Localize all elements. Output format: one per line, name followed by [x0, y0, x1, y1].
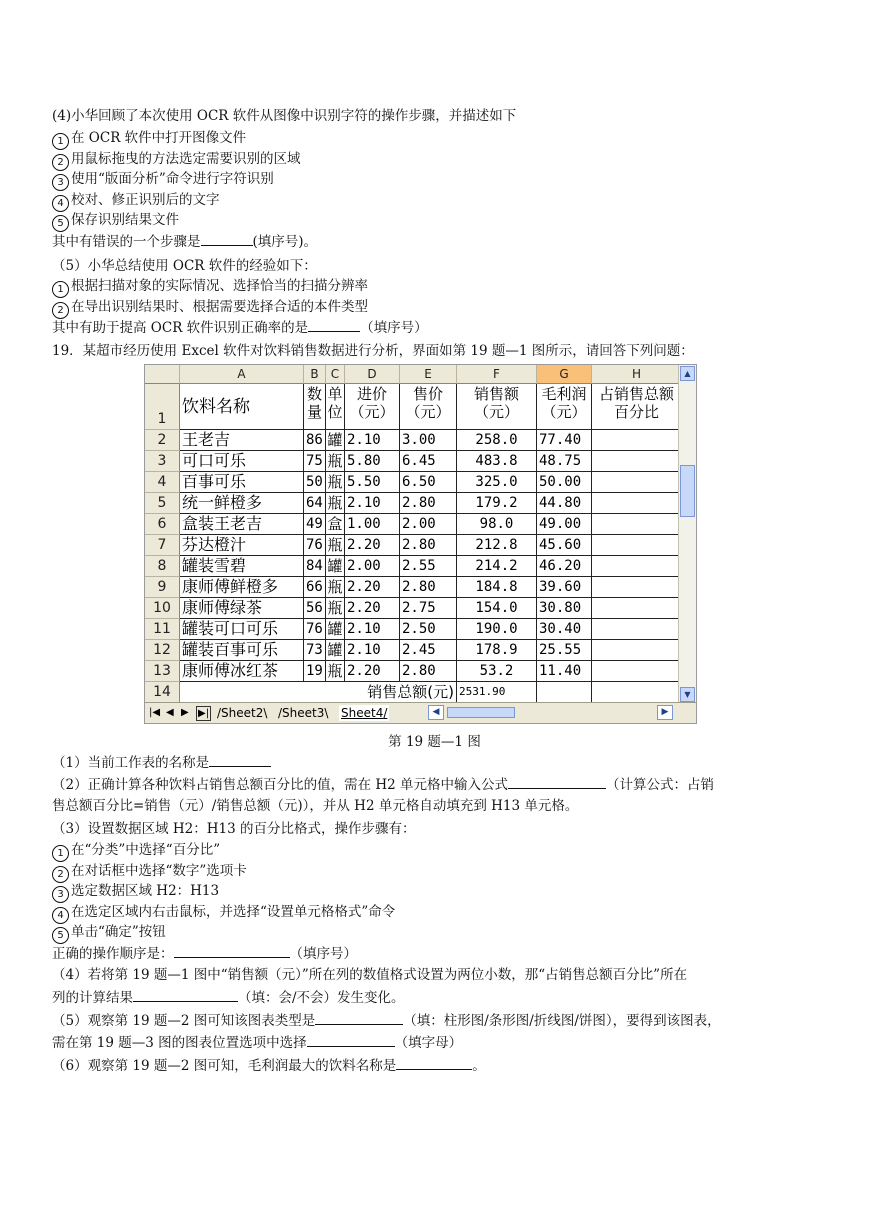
data-cell[interactable]: 19 [304, 661, 326, 682]
prev-sheet-icon[interactable]: ◀ [166, 707, 174, 718]
step-text: 用鼠标拖曳的方法选定需要识别的区域 [71, 150, 301, 167]
column-title-cell[interactable]: 占销售总额百分比 [592, 384, 682, 430]
q19-4-line1: （4）若将第 19 题—1 图中“销售额（元）”所在列的数值格式设置为两位小数，那“占销售总额百分比”所在 [52, 967, 688, 983]
q19-4-line2 [52, 987, 405, 1008]
vertical-scrollbar[interactable] [678, 365, 696, 703]
data-cell[interactable]: 5.80 [345, 451, 400, 472]
data-cell[interactable] [592, 514, 682, 535]
data-cell[interactable]: 瓶 [326, 577, 345, 598]
sheet-tab[interactable]: /Sheet2\ [217, 706, 268, 720]
circled-number: 1 [52, 133, 69, 150]
data-cell[interactable]: 2.00 [345, 556, 400, 577]
step-text: 在对话框中选择“数字”选项卡 [71, 862, 247, 879]
data-cell[interactable] [592, 682, 682, 703]
data-cell[interactable]: 2.80 [400, 661, 457, 682]
row-header[interactable]: 13 [145, 661, 180, 682]
step-item [52, 881, 219, 903]
data-cell[interactable]: 2.20 [345, 535, 400, 556]
row-header[interactable]: 11 [145, 619, 180, 640]
q19-1-text: （1）当前工作表的名称是 [52, 755, 210, 771]
step-text: 使用“版面分析”命令进行字符识别 [71, 171, 274, 188]
q5-question-tail: （填序号） [360, 320, 428, 336]
data-cell[interactable]: 45.60 [537, 535, 592, 556]
step-item [52, 861, 247, 883]
row-header[interactable]: 5 [145, 493, 180, 514]
answer-blank [308, 317, 360, 332]
data-cell[interactable]: 2.00 [400, 514, 457, 535]
q19-2-tail: （计算公式：占销 [606, 777, 715, 793]
scroll-down-icon[interactable]: ▼ [680, 687, 695, 702]
step-text: 单击“确定”按钮 [71, 924, 166, 941]
data-cell[interactable]: 258.0 [457, 430, 537, 451]
data-cell[interactable]: 76 [304, 619, 326, 640]
row-header[interactable]: 9 [145, 577, 180, 598]
data-cell[interactable]: 6.50 [400, 472, 457, 493]
row-header[interactable]: 14 [145, 682, 180, 703]
q19-4-text: 列的计算结果 [52, 990, 133, 1006]
answer-blank [209, 752, 271, 767]
data-cell[interactable]: 154.0 [457, 598, 537, 619]
data-cell[interactable] [537, 682, 592, 703]
data-cell[interactable]: 2.75 [400, 598, 457, 619]
scroll-left-icon[interactable]: ◀ [428, 705, 444, 720]
step-item [52, 128, 246, 150]
column-header[interactable]: E [400, 365, 457, 384]
data-cell[interactable]: 178.9 [457, 640, 537, 661]
q19-5-text2: 需在第 19 题—3 图的图表位置选项中选择 [52, 1035, 307, 1051]
data-cell[interactable]: 2.10 [345, 493, 400, 514]
circled-number: 5 [52, 927, 69, 944]
data-cell[interactable]: 25.55 [537, 640, 592, 661]
answer-blank [133, 987, 238, 1002]
data-cell[interactable]: 76 [304, 535, 326, 556]
data-cell[interactable]: 2.20 [345, 577, 400, 598]
data-cell[interactable]: 50 [304, 472, 326, 493]
data-cell[interactable]: 6.45 [400, 451, 457, 472]
step-text: 在“分类”中选择“百分比” [71, 842, 221, 858]
q19-6-text: （6）观察第 19 题—2 图可知，毛利润最大的饮料名称是 [52, 1058, 397, 1074]
data-cell[interactable]: 53.2 [457, 661, 537, 682]
q19-1 [52, 752, 271, 773]
q5-intro: （5）小华总结使用 OCR 软件的经验如下： [52, 258, 317, 274]
data-cell[interactable] [592, 577, 682, 598]
data-cell[interactable]: 罐 [326, 640, 345, 661]
data-cell[interactable]: 5.50 [345, 472, 400, 493]
data-cell[interactable]: 184.8 [457, 577, 537, 598]
data-cell[interactable]: 王老吉 [180, 430, 304, 451]
scroll-thumb[interactable] [680, 465, 695, 517]
q19-3-question-tail: （填序号） [289, 946, 357, 962]
data-cell[interactable]: 73 [304, 640, 326, 661]
data-cell[interactable]: 3.00 [400, 430, 457, 451]
data-cell[interactable]: 48.75 [537, 451, 592, 472]
column-title-cell[interactable]: 销售额（元） [457, 384, 537, 430]
data-cell[interactable]: 64 [304, 493, 326, 514]
answer-blank [315, 1010, 403, 1025]
q19-intro: 19．某超市经历使用 Excel 软件对饮料销售数据进行分析，界面如第 19 题—1 图所示，请回答下列问题： [52, 343, 694, 359]
q5-question [52, 317, 428, 338]
q19-2-cont: 售总额百分比=销售（元）/销售总额（元)），并从 H2 单元格自动填充到 H13 单元格。 [52, 798, 579, 814]
data-cell[interactable]: 46.20 [537, 556, 592, 577]
step-item [52, 190, 220, 212]
data-cell[interactable]: 百事可乐 [180, 472, 304, 493]
data-cell[interactable]: 2.10 [345, 430, 400, 451]
circled-number: 1 [52, 281, 69, 298]
data-cell[interactable]: 325.0 [457, 472, 537, 493]
row-header[interactable]: 6 [145, 514, 180, 535]
row-header[interactable]: 12 [145, 640, 180, 661]
total-value-cell[interactable]: 2531.90 [457, 682, 537, 703]
data-cell[interactable]: 罐装可口可乐 [180, 619, 304, 640]
excel-screenshot [144, 364, 697, 724]
q19-5-tail2: （填字母） [394, 1035, 463, 1051]
sheet-tab-active[interactable]: Sheet4/ [341, 706, 388, 720]
data-cell[interactable]: 统一鲜橙多 [180, 493, 304, 514]
q4-question-text: 其中有错误的一个步骤是 [52, 234, 201, 250]
circled-number: 2 [52, 154, 69, 171]
data-cell[interactable]: 康师傅绿茶 [180, 598, 304, 619]
data-cell[interactable]: 罐装百事可乐 [180, 640, 304, 661]
data-cell[interactable]: 罐 [326, 430, 345, 451]
row-header[interactable]: 10 [145, 598, 180, 619]
q19-3-question-text: 正确的操作顺序是： [52, 946, 174, 962]
data-cell[interactable]: 2.10 [345, 619, 400, 640]
step-item [52, 149, 301, 171]
data-cell[interactable] [592, 451, 682, 472]
column-title-cell[interactable]: 进价（元） [345, 384, 400, 430]
column-header[interactable]: C [326, 365, 345, 384]
data-cell[interactable]: 49 [304, 514, 326, 535]
step-item [52, 902, 395, 924]
last-sheet-icon[interactable]: ▶| [198, 708, 210, 719]
step-item [52, 297, 368, 319]
data-cell[interactable]: 483.8 [457, 451, 537, 472]
data-cell[interactable]: 2.80 [400, 535, 457, 556]
column-title-cell[interactable]: 饮料名称 [180, 384, 304, 430]
data-cell[interactable] [592, 493, 682, 514]
q19-6 [52, 1055, 486, 1076]
q19-2-text: （2）正确计算各种饮料占销售总额百分比的值，需在 H2 单元格中输入公式 [52, 777, 509, 793]
row-header[interactable]: 3 [145, 451, 180, 472]
total-label-cell[interactable]: 销售总额(元) [180, 682, 457, 703]
data-cell[interactable]: 2.20 [345, 598, 400, 619]
column-header[interactable]: G [537, 365, 592, 384]
data-cell[interactable]: 30.80 [537, 598, 592, 619]
q19-2 [52, 774, 714, 795]
step-text: 校对、修正识别后的文字 [71, 191, 220, 208]
data-cell[interactable]: 84 [304, 556, 326, 577]
data-cell[interactable]: 49.00 [537, 514, 592, 535]
data-cell[interactable]: 214.2 [457, 556, 537, 577]
sheet-tab[interactable]: /Sheet3\ [278, 706, 329, 720]
data-cell[interactable]: 86 [304, 430, 326, 451]
data-cell[interactable]: 2.80 [400, 577, 457, 598]
data-cell[interactable]: 瓶 [326, 472, 345, 493]
data-cell[interactable]: 212.8 [457, 535, 537, 556]
data-cell[interactable] [592, 472, 682, 493]
data-cell[interactable]: 1.00 [345, 514, 400, 535]
data-cell[interactable]: 98.0 [457, 514, 537, 535]
data-cell[interactable]: 瓶 [326, 451, 345, 472]
data-cell[interactable]: 39.60 [537, 577, 592, 598]
q19-5-text: （5）观察第 19 题—2 图可知该图表类型是 [52, 1013, 316, 1029]
data-cell[interactable] [592, 535, 682, 556]
data-cell[interactable]: 66 [304, 577, 326, 598]
step-text: 在导出识别结果时、根据需要选择合适的本件类型 [71, 298, 368, 315]
q19-5-tail: （填：柱形图/条形图/折线图/饼图），要得到该图表， [403, 1013, 721, 1029]
column-title-cell[interactable]: 售价（元） [400, 384, 457, 430]
data-cell[interactable]: 可口可乐 [180, 451, 304, 472]
circled-number: 2 [52, 302, 69, 319]
scroll-up-icon[interactable]: ▲ [680, 366, 695, 381]
circled-number: 3 [52, 886, 69, 903]
circled-number: 4 [52, 907, 69, 924]
data-cell[interactable] [592, 430, 682, 451]
q19-3-intro: （3）设置数据区域 H2：H13 的百分比格式，操作步骤有： [52, 821, 416, 837]
data-cell[interactable] [592, 661, 682, 682]
data-cell[interactable] [592, 556, 682, 577]
q19-5-line2 [52, 1032, 462, 1053]
step-text: 保存识别结果文件 [71, 212, 179, 229]
data-cell[interactable]: 2.50 [400, 619, 457, 640]
answer-blank [396, 1055, 472, 1070]
data-cell[interactable]: 56 [304, 598, 326, 619]
data-cell[interactable]: 罐 [326, 556, 345, 577]
circled-number: 4 [52, 195, 69, 212]
data-cell[interactable]: 罐 [326, 619, 345, 640]
row-header[interactable]: 2 [145, 430, 180, 451]
column-header[interactable]: D [345, 365, 400, 384]
row-header[interactable]: 1 [145, 384, 180, 430]
column-title-cell[interactable]: 单位 [326, 384, 345, 430]
data-cell[interactable]: 2.20 [345, 661, 400, 682]
data-cell[interactable]: 瓶 [326, 598, 345, 619]
sheet-tab-bar [145, 702, 696, 723]
data-cell[interactable]: 75 [304, 451, 326, 472]
data-cell[interactable] [592, 640, 682, 661]
q4-question-tail: (填序号)。 [252, 234, 318, 250]
data-cell[interactable]: 190.0 [457, 619, 537, 640]
data-cell[interactable]: 11.40 [537, 661, 592, 682]
step-text: 选定数据区域 H2：H13 [71, 883, 220, 900]
q19-6-tail: 。 [472, 1058, 486, 1074]
row-header[interactable]: 4 [145, 472, 180, 493]
data-cell[interactable]: 179.2 [457, 493, 537, 514]
data-cell[interactable]: 盒装王老吉 [180, 514, 304, 535]
column-header[interactable]: H [592, 365, 682, 384]
q5-question-text: 其中有助于提高 OCR 软件识别正确率的是 [52, 320, 309, 336]
data-cell[interactable]: 2.10 [345, 640, 400, 661]
q4-intro: (4)小华回顾了本次使用 OCR 软件从图像中识别字符的操作步骤，并描述如下 [52, 108, 517, 124]
data-cell[interactable]: 盒 [326, 514, 345, 535]
data-cell[interactable]: 康师傅鲜橙多 [180, 577, 304, 598]
row-header[interactable]: 7 [145, 535, 180, 556]
data-cell[interactable]: 康师傅冰红茶 [180, 661, 304, 682]
first-sheet-icon[interactable]: |◀ [149, 707, 161, 718]
column-title-cell[interactable]: 毛利润（元） [537, 384, 592, 430]
column-title-cell[interactable]: 数量 [304, 384, 326, 430]
data-cell[interactable]: 30.40 [537, 619, 592, 640]
next-sheet-icon[interactable]: ▶ [181, 707, 189, 718]
q19-3-question [52, 943, 357, 964]
step-item [52, 840, 220, 862]
horizontal-scroll-thumb[interactable] [447, 707, 515, 718]
q19-4-tail: （填：会/不会）发生变化。 [238, 990, 405, 1006]
scroll-right-icon[interactable]: ▶ [657, 705, 673, 720]
q19-5-line1 [52, 1010, 721, 1031]
select-all-corner[interactable] [145, 365, 180, 384]
q4-question [52, 231, 317, 252]
step-text: 根据扫描对象的实际情况、选择恰当的扫描分辨率 [71, 278, 368, 294]
answer-blank [307, 1032, 395, 1047]
circled-number: 1 [52, 845, 69, 862]
column-header[interactable]: A [180, 365, 304, 384]
data-cell[interactable]: 2.45 [400, 640, 457, 661]
data-cell[interactable]: 瓶 [326, 535, 345, 556]
answer-blank [201, 231, 253, 246]
step-text: 在 OCR 软件中打开图像文件 [71, 130, 247, 146]
data-cell[interactable]: 50.00 [537, 472, 592, 493]
answer-blank [174, 943, 290, 958]
step-item [52, 210, 179, 232]
data-cell[interactable]: 瓶 [326, 493, 345, 514]
step-item [52, 169, 274, 191]
data-cell[interactable] [592, 598, 682, 619]
data-cell[interactable]: 2.80 [400, 493, 457, 514]
data-cell[interactable]: 瓶 [326, 661, 345, 682]
step-item [52, 276, 368, 298]
circled-number: 2 [52, 866, 69, 883]
row-header[interactable]: 8 [145, 556, 180, 577]
step-item [52, 922, 166, 944]
circled-number: 5 [52, 215, 69, 232]
circled-number: 3 [52, 174, 69, 191]
data-cell[interactable]: 44.80 [537, 493, 592, 514]
data-cell[interactable]: 芬达橙汁 [180, 535, 304, 556]
step-text: 在选定区域内右击鼠标，并选择“设置单元格格式”命令 [71, 903, 396, 920]
figure-caption: 第 19 题—1 图 [388, 734, 481, 750]
answer-blank [508, 774, 606, 789]
column-header[interactable]: F [457, 365, 537, 384]
column-header[interactable]: B [304, 365, 326, 384]
data-cell[interactable]: 2.55 [400, 556, 457, 577]
data-cell[interactable]: 77.40 [537, 430, 592, 451]
data-cell[interactable]: 罐装雪碧 [180, 556, 304, 577]
data-cell[interactable] [592, 619, 682, 640]
